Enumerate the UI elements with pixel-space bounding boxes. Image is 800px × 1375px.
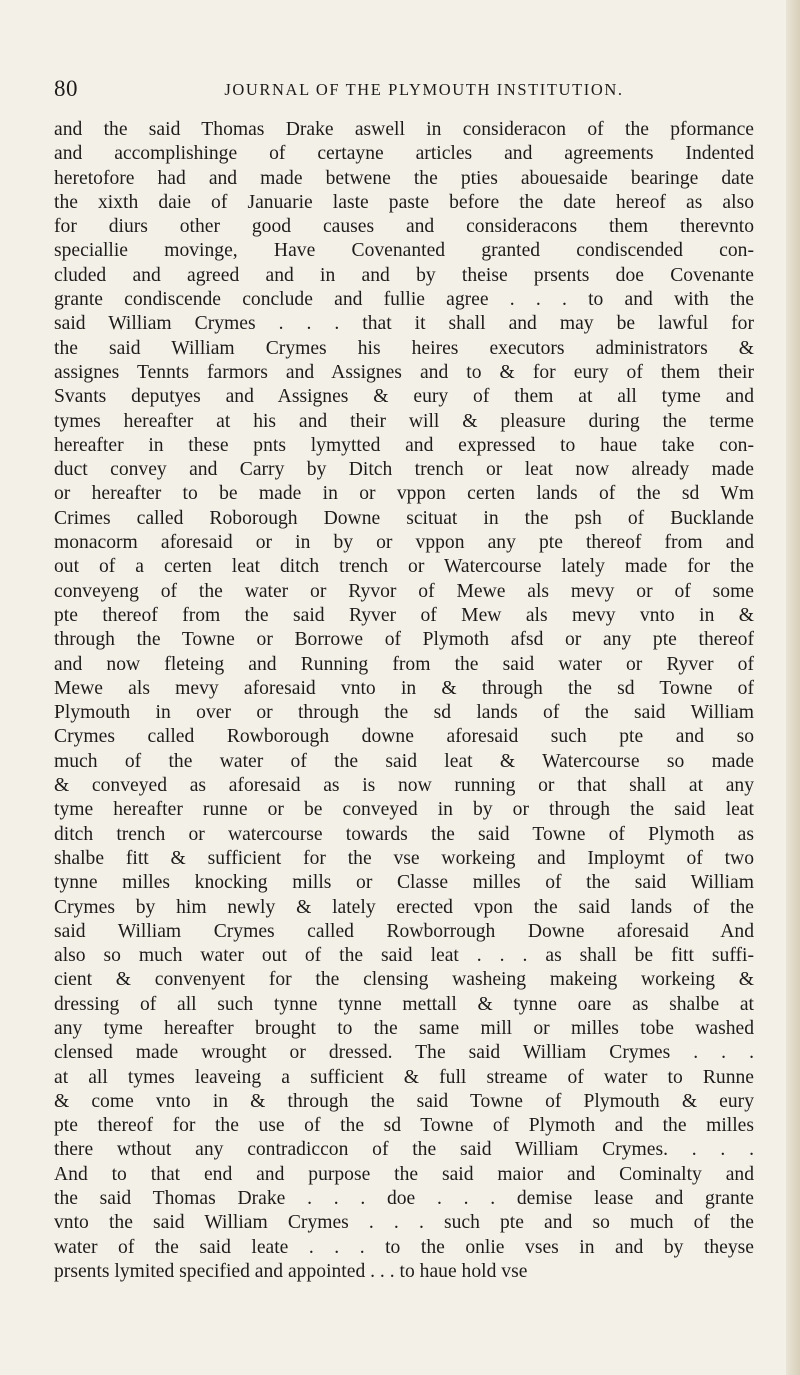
text-line: the said Thomas Drake . . . doe . . . demise lease and grante (54, 1188, 754, 1210)
text-line: And to that end and purpose the said maior and Cominalty and (54, 1163, 754, 1185)
text-line: through the Towne or Borrowe of Plymoth afsd or any pte thereof (54, 629, 754, 651)
text-line: tynne milles knocking mills or Classe milles of the said William (54, 872, 754, 894)
text-line: for diurs other good causes and consideracons them therevnto (54, 216, 754, 238)
text-line: at all tymes leaveing a sufficient & full streame of water to Runne (54, 1066, 754, 1088)
text-line: and accomplishinge of certayne articles and agreements Indented (54, 143, 754, 165)
text-line: tymes hereafter at his and their will & pleasure during the terme (54, 410, 754, 432)
text-line: duct convey and Carry by Ditch trench or leat now already made (54, 459, 754, 481)
text-line: vnto the said William Crymes . . . such pte and so much of the (54, 1212, 754, 1234)
text-line: said William Crymes . . . that it shall and may be lawful for (54, 313, 754, 335)
text-line: Crymes called Rowborough downe aforesaid such pte and so (54, 726, 754, 748)
page-header (54, 76, 754, 106)
text-line: much of the water of the said leat & Watercourse so made (54, 750, 754, 772)
text-line: shalbe fitt & sufficient for the vse workeing and Imploymt of two (54, 847, 754, 869)
text-line: clensed made wrought or dressed. The said William Crymes . . . (54, 1042, 754, 1064)
text-line: Svants deputyes and Assignes & eury of them at all tyme and (54, 386, 754, 408)
text-line: cient & convenyent for the clensing washeing makeing workeing & (54, 969, 754, 991)
text-line: tyme hereafter runne or be conveyed in by or through the said leat (54, 799, 754, 821)
text-line: dressing of all such tynne tynne mettall & tynne oare as shalbe at (54, 993, 754, 1015)
text-line: out of a certen leat ditch trench or Watercourse lately made for the (54, 556, 754, 578)
running-head: JOURNAL OF THE PLYMOUTH INSTITUTION. (224, 80, 624, 99)
text-line: any tyme hereafter brought to the same mill or milles tobe washed (54, 1017, 754, 1039)
text-line: said William Crymes called Rowborrough Downe aforesaid And (54, 920, 754, 942)
text-line: Mewe als mevy aforesaid vnto in & through the sd Towne of (54, 677, 754, 699)
text-line: assignes Tennts farmors and Assignes and to & for eury of them their (54, 361, 754, 383)
text-line: grante condiscende conclude and fullie agree . . . to and with the (54, 289, 754, 311)
text-line: water of the said leate . . . to the onlie vses in and by theyse (54, 1236, 754, 1258)
text-line: the said William Crymes his heires executors administrators & (54, 337, 754, 359)
text-line: ditch trench or watercourse towards the said Towne of Plymoth as (54, 823, 754, 845)
text-line: pte thereof from the said Ryver of Mew als mevy vnto in & (54, 604, 754, 626)
text-line: hereafter in these pnts lymytted and expressed to haue take con- (54, 434, 754, 456)
text-line: conveyeng of the water or Ryvor of Mewe als mevy or of some (54, 580, 754, 602)
text-line: & come vnto in & through the said Towne of Plymouth & eury (54, 1090, 754, 1112)
text-line: or hereafter to be made in or vppon certen lands of the sd Wm (54, 483, 754, 505)
text-line: cluded and agreed and in and by theise prsents doe Covenante (54, 264, 754, 286)
text-line: Crimes called Roborough Downe scituat in the psh of Bucklande (54, 507, 754, 529)
text-line: prsents lymited specified and appointed . . . to haue hold vse (54, 1260, 528, 1282)
text-line: speciallie movinge, Have Covenanted granted condiscended con- (54, 240, 754, 262)
text-line: Plymouth in over or through the sd lands of the said William (54, 702, 754, 724)
text-line: pte thereof for the use of the sd Towne of Plymoth and the milles (54, 1115, 754, 1137)
text-line: the xixth daie of Januarie laste paste before the date hereof as also (54, 191, 754, 213)
text-line: and now fleteing and Running from the said water or Ryver of (54, 653, 754, 675)
text-line: and the said Thomas Drake aswell in consideracon of the pformance (54, 119, 754, 140)
text-line: there wthout any contradiccon of the said William Crymes. . . . (54, 1139, 754, 1161)
text-line: also so much water out of the said leat . . . as shall be fitt suffi- (54, 945, 754, 967)
text-line: monacorm aforesaid or in by or vppon any pte thereof from and (54, 532, 754, 554)
text-line: Crymes by him newly & lately erected vpon the said lands of the (54, 896, 754, 918)
page-number: 80 (54, 76, 78, 101)
text-line: & conveyed as aforesaid as is now running or that shall at any (54, 775, 754, 797)
page-edge-shadow (786, 0, 800, 1375)
text-line: heretofore had and made betwene the pties abouesaide bearinge date (54, 167, 754, 189)
body-text (54, 118, 754, 1284)
